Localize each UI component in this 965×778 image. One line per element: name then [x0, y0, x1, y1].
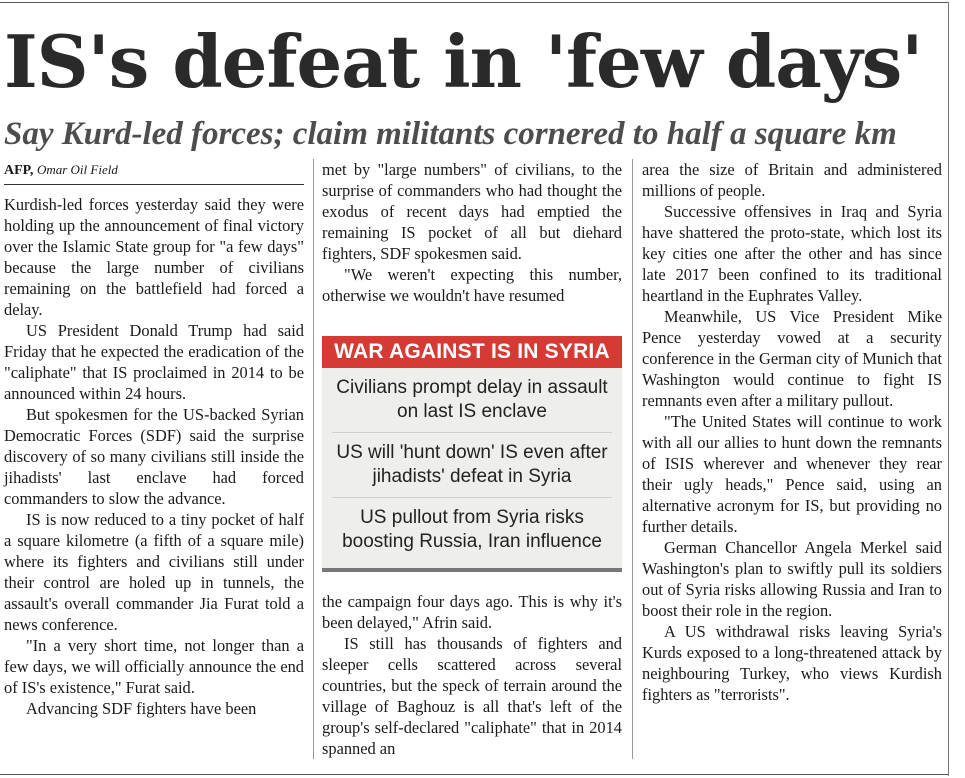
- paragraph: A US withdrawal risks leaving Syria's Kurds exposed to a long-threatened attack by neighbouring Turkey, who views Kurdish fighters as "terrorists".: [642, 622, 942, 704]
- related-stories-factbox: [322, 336, 622, 572]
- top-rule: [0, 2, 948, 3]
- column-divider: [632, 159, 633, 759]
- right-page-rule: [948, 2, 949, 776]
- related-story-link[interactable]: Civilians prompt delay in assault on last IS enclave: [332, 376, 612, 433]
- byline: [4, 161, 304, 185]
- paragraph: US President Donald Trump had said Friday that he expected the eradication of the "caliphate" that IS proclaimed in 2014 to be announced within 24 hours.: [4, 321, 304, 403]
- article-column-3: [642, 159, 942, 705]
- paragraph: IS is now reduced to a tiny pocket of half a square kilometre (a fifth of a square mile) where its fighters and civilians still under their control are holed up in tunnels, the assault's overall commander Jia Furat told a news conference.: [4, 510, 304, 634]
- byline-location: Omar Oil Field: [36, 162, 118, 177]
- article-column-2-bottom: [322, 591, 622, 759]
- paragraph: Kurdish-led forces yesterday said they were holding up the announcement of final victory over the Islamic State group for "a few days" because the large number of civilians remaining on the battlefield had forced a delay.: [4, 195, 304, 319]
- related-story-link[interactable]: US pullout from Syria risks boosting Russia, Iran influence: [342, 507, 602, 552]
- factbox-title: WAR AGAINST IS IN SYRIA: [322, 336, 622, 368]
- article-column-1: [4, 194, 304, 719]
- headline: IS's defeat in 'few days': [4, 19, 923, 104]
- subheadline: Say Kurd-led forces; claim militants cornered to half a square km: [4, 116, 897, 152]
- byline-agency: AFP,: [4, 163, 34, 178]
- paragraph: Successive offensives in Iraq and Syria have shattered the proto-state, which lost its key cities one after the other and has since late 2017 been confined to its traditional heartland in the Euphrates Valley.: [642, 202, 942, 305]
- paragraph: area the size of Britain and administered millions of people.: [642, 160, 942, 200]
- paragraph: "The United States will continue to work with all our allies to hunt down the remnants of ISIS wherever and whenever they rear their ugly heads," Pence said, using an alternative acronym for IS, but providing no further details.: [642, 412, 942, 536]
- column-divider: [313, 159, 314, 759]
- paragraph: German Chancellor Angela Merkel said Washington's plan to swiftly pull its soldiers out of Syria risks allowing Russia and Iran to boost their role in the region.: [642, 538, 942, 620]
- article-column-2-top: [322, 159, 622, 306]
- paragraph: "We weren't expecting this number, otherwise we wouldn't have resumed: [322, 265, 622, 305]
- paragraph: Advancing SDF fighters have been: [26, 699, 257, 718]
- paragraph: But spokesmen for the US-backed Syrian Democratic Forces (SDF) said the surprise discovery of so many civilians still inside the jihadists' last enclave had forced commanders to slow the advance.: [4, 405, 304, 508]
- paragraph: met by "large numbers" of civilians, to the surprise of commanders who had thought the exodus of recent days had emptied the remaining IS pocket of all but diehard fighters, SDF spokesmen said.: [322, 160, 622, 263]
- paragraph: Meanwhile, US Vice President Mike Pence yesterday vowed at a security conference in the German city of Munich that Washington would continue to fight IS remnants even after a military pullout.: [642, 307, 942, 410]
- related-story-link[interactable]: US will 'hunt down' IS even after jihadists' defeat in Syria: [332, 441, 612, 498]
- paragraph: "In a very short time, not longer than a few days, we will officially announce the end of IS's existence," Furat said.: [4, 636, 304, 697]
- paragraph: the campaign four days ago. This is why it's been delayed," Afrin said.: [322, 592, 622, 632]
- paragraph: IS still has thousands of fighters and sleeper cells scattered across several countries, but the speck of terrain around the village of Baghouz is all that's left of the group's self-declared "caliphate" that in 2014 spanned an: [322, 634, 622, 758]
- bottom-rule: [0, 774, 948, 775]
